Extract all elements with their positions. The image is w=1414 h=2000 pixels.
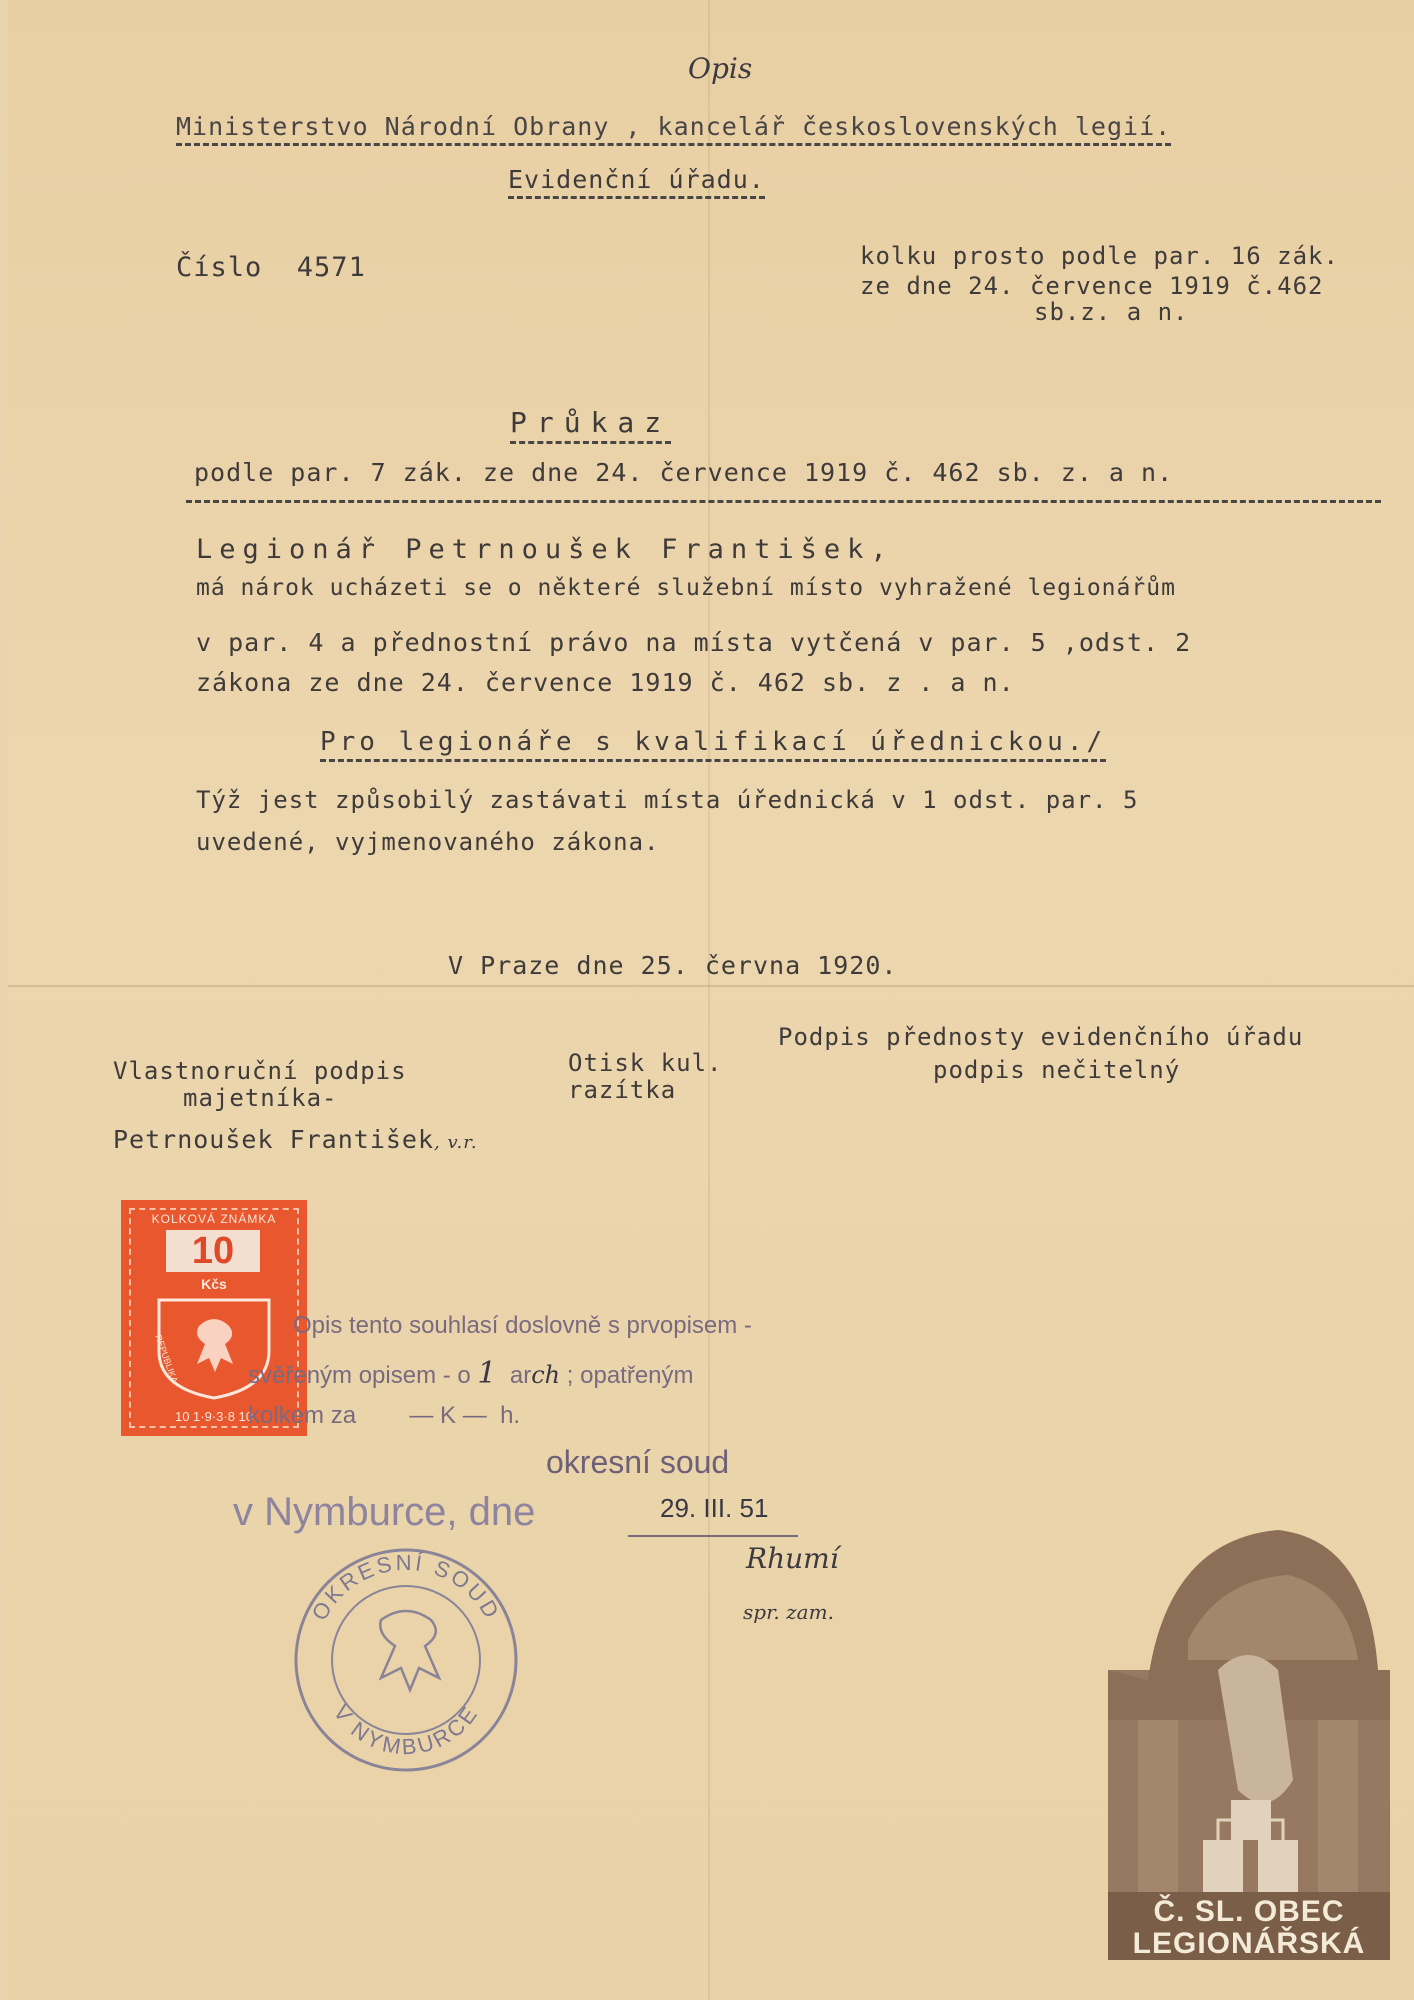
logo-line-2: LEGIONÁŘSKÁ	[1132, 1927, 1366, 1960]
logo-line-1: Č. SL. OBEC	[1153, 1895, 1345, 1928]
qualification-line-2: uvedené, vyjmenovaného zákona.	[196, 828, 660, 856]
svg-text:V NYMBURCE	[329, 1700, 484, 1759]
head-signature-label-2: podpis nečitelný	[933, 1056, 1181, 1084]
head-signature-label-1: Podpis přednosty evidenčního úřadu	[778, 1023, 1304, 1051]
clerk-role: spr. zam.	[743, 1600, 834, 1624]
stamp-label-1: Otisk kul.	[568, 1049, 723, 1077]
court-seal-icon	[286, 1540, 526, 1780]
office-line: Evidenční úřadu.	[508, 165, 765, 194]
subtitle-underline	[186, 500, 1381, 503]
court-seal-top-text: OKRESNÍ SOUD	[306, 1549, 506, 1625]
issue-date: V Praze dne 25. června 1920.	[448, 951, 898, 980]
owner-name: Petrnoušek František, v.r.	[113, 1125, 478, 1154]
revenue-stamp-title: KOLKOVÁ ZNÁMKA	[151, 1212, 277, 1226]
svg-text:REPUBLIKA: REPUBLIKA	[153, 1333, 180, 1385]
court-date-underline	[628, 1535, 798, 1537]
legion-logo	[1108, 1520, 1390, 1960]
court-stamp-line-3: kolkem za — K — h.	[248, 1402, 521, 1429]
revenue-stamp	[121, 1200, 307, 1436]
body-line-2: má nárok ucházeti se o některé služební místo vyhražené legionářům	[196, 575, 1176, 601]
body-line-4: zákona ze dne 24. července 1919 č. 462 sb. z . a n.	[196, 668, 1015, 697]
court-seal-bottom-text: V NYMBURCE	[328, 1700, 484, 1760]
qualification-line-1: Týž jest způsobilý zastávati místa úřednická v 1 odst. par. 5	[196, 786, 1139, 814]
fold-line-horizontal	[8, 985, 1414, 987]
court-stamp-line-2: svěřeným opisem - o 1 arch ; opatřeným	[248, 1356, 694, 1391]
document-number: Číslo 4571	[176, 252, 366, 283]
owner-signature-label-1: Vlastnoruční podpis	[113, 1057, 407, 1085]
revenue-stamp-currency: Kčs	[201, 1276, 227, 1292]
fold-line-vertical	[708, 0, 710, 2000]
revenue-stamp-value: 10	[166, 1230, 260, 1272]
fee-note-line-2: ze dne 24. července 1919 č.462	[860, 272, 1324, 300]
court-date: 29. III. 51	[660, 1493, 769, 1523]
court-place: v Nymburce, dne	[233, 1490, 536, 1534]
document-title: Průkaz	[510, 406, 671, 439]
fee-note-line-1: kolku prosto podle par. 16 zák.	[860, 242, 1339, 270]
svg-text:OKRESNÍ SOUD	[307, 1550, 506, 1625]
document-subtitle: podle par. 7 zák. ze dne 24. července 1919 č. 462 sb. z. a n.	[194, 458, 1174, 487]
owner-signature-label-2: majetníka-	[183, 1084, 338, 1112]
legionnaire-helmet-icon	[1108, 1520, 1390, 1960]
stamp-label-2: razítka	[568, 1076, 677, 1104]
handwritten-note: Opis	[688, 52, 753, 85]
court-name: okresní soud	[546, 1444, 730, 1480]
ministry-line: Ministerstvo Národní Obrany , kancelář československých legií.	[176, 112, 1171, 141]
clerk-signature: Rhumí	[746, 1542, 839, 1575]
body-line-1: Legionář Petrnoušek František,	[196, 534, 894, 565]
revenue-stamp-bottom: 10 1·9·3·8 10	[174, 1409, 254, 1424]
court-stamp-line-1: Opis tento souhlasí doslovně s prvopisem -	[293, 1312, 752, 1339]
qualification-heading: Pro legionáře s kvalifikací úřednickou./	[320, 727, 1106, 757]
document-page	[8, 0, 1414, 2000]
fee-note-line-3: sb.z. a n.	[1034, 298, 1189, 326]
body-line-3: v par. 4 a přednostní právo na místa vytčená v par. 5 ,odst. 2	[196, 628, 1192, 657]
